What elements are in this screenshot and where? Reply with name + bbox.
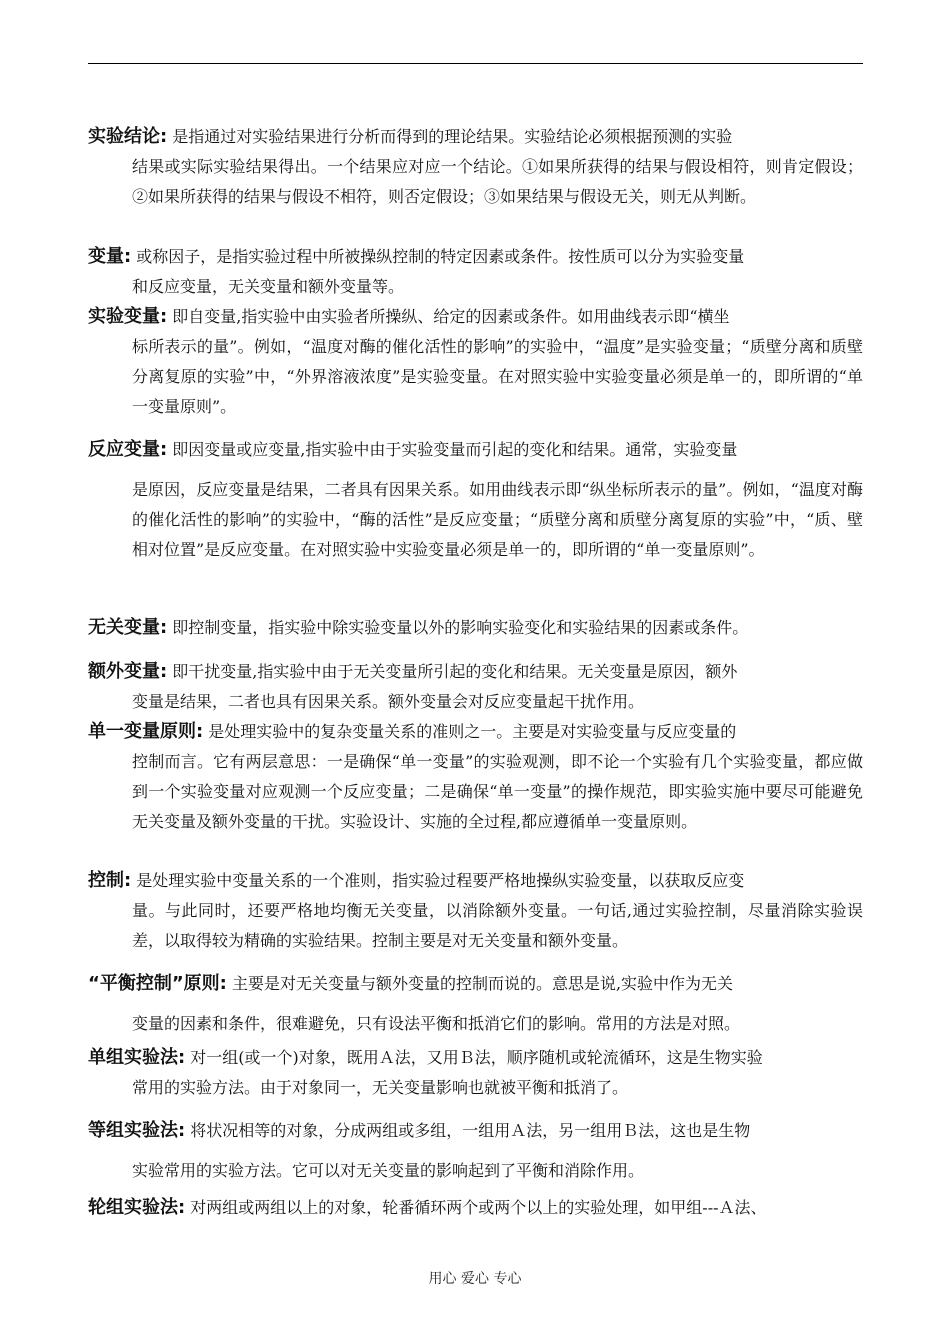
page-footer: 用心 爱心 专心 (428, 1271, 522, 1287)
entry-continuation: 和反应变量，无关变量和额外变量等。 (132, 277, 405, 296)
entry-first-line (88, 969, 863, 999)
entry-term: “平衡控制”原则: (88, 973, 227, 994)
entry-continuation: 变量的因素和条件，很难避免，只有设法平衡和抵消它们的影响。常用的方法是对照。 (132, 1014, 741, 1033)
entry-continuation: 标所表示的量”。例如，“温度对酶的催化活性的影响”的实验中，“温度”是实验变量；“质壁分离和质壁分离复原的实验”中，“外界溶液浓度”是实验变量。在对照实验中实验变量必须是单一的，即所谓的“单一变量原则”。 (132, 337, 863, 416)
entry-continuation: 控制而言。它有两层意思：一是确保“单一变量”的实验观测，即不论一个实验有几个实验变量，都应做到一个实验变量对应观测一个反应变量；二是确保“单一变量”的操作规范，即实验实施中要尽可能避免无关变量及额外变量的干扰。实验设计、实施的全过程,都应遵循单一变量原则。 (132, 752, 863, 831)
entry-continuation: 结果或实际实验结果得出。一个结果应对应一个结论。①如果所获得的结果与假设相符，则肯定假设；②如果所获得的结果与假设不相符，则否定假设；③如果结果与假设无关，则无从判断。 (132, 157, 863, 206)
entry-continuation: 实验常用的实验方法。它可以对无关变量的影响起到了平衡和消除作用。 (132, 1161, 645, 1180)
entry-first-line (88, 613, 863, 643)
entry-experiment-conclusion (88, 122, 863, 212)
entry-rotation-group-method (88, 1193, 863, 1223)
entry-term: 额外变量: (88, 661, 168, 682)
entry-first-text: 主要是对无关变量与额外变量的控制而说的。意思是说,实验中作为无关 (226, 974, 734, 993)
entry-term: 变量: (88, 246, 132, 267)
entry-first-line (88, 1193, 863, 1223)
entry-independent-variable (88, 302, 863, 422)
entry-first-text: 对一组(或一个)对象，既用Ａ法，又用Ｂ法，顺序随机或轮流循环，这是生物实验 (185, 1048, 763, 1067)
entry-continuation: 量。与此同时，还要严格地均衡无关变量，以消除额外变量。一句话,通过实验控制，尽量消除实验误差，以取得较为精确的实验结果。控制主要是对无关变量和额外变量。 (132, 901, 863, 950)
entry-first-text: 是指通过对实验结果进行分析而得到的理论结果。实验结论必须根据预测的实验 (167, 127, 733, 146)
entry-term: 实验结论: (88, 126, 168, 147)
entry-equal-group-method (88, 1116, 863, 1186)
entry-first-text: 将状况相等的对象，分成两组或多组，一组用Ａ法，另一组用Ｂ法，这也是生物 (185, 1121, 751, 1140)
entry-first-text: 即因变量或应变量,指实验中由于实验变量而引起的变化和结果。通常，实验变量 (167, 440, 738, 459)
entry-irrelevant-variable (88, 613, 863, 643)
entry-first-line (88, 1043, 863, 1073)
entry-first-text: 是处理实验中的复杂变量关系的准则之一。主要是对实验变量与反应变量的 (203, 722, 737, 741)
entry-term: 控制: (88, 870, 132, 891)
entry-control (88, 866, 863, 956)
header-rule (88, 63, 863, 64)
entry-term: 单一变量原则: (88, 721, 204, 742)
entry-first-line (88, 242, 863, 272)
entry-first-line (88, 302, 863, 332)
entry-first-text: 是处理实验中变量关系的一个准则，指实验过程要严格地操纵实验变量，以获取反应变 (131, 871, 745, 890)
entry-first-line (88, 435, 863, 465)
entry-response-variable (88, 435, 863, 565)
entry-term: 反应变量: (88, 439, 168, 460)
entry-first-text: 即自变量,指实验中由实验者所操纵、给定的因素或条件。如用曲线表示即“横坐 (167, 307, 730, 326)
entry-first-line (88, 866, 863, 896)
entry-first-line (88, 657, 863, 687)
entry-continuation: 是原因，反应变量是结果，二者具有因果关系。如用曲线表示即“纵坐标所表示的量”。例如，“温度对酶的催化活性的影响”的实验中，“酶的活性”是反应变量；“质壁分离和质壁分离复原的实验”中，“质、壁相对位置”是反应变量。在对照实验中实验变量必须是单一的，即所谓的“单一变量原则”。 (132, 480, 863, 559)
entry-term: 轮组实验法: (88, 1197, 186, 1218)
entry-continuation: 变量是结果，二者也具有因果关系。额外变量会对反应变量起干扰作用。 (132, 692, 645, 711)
entry-first-line (88, 1116, 863, 1146)
entry-first-text: 或称因子，是指实验过程中所被操纵控制的特定因素或条件。按性质可以分为实验变量 (131, 247, 745, 266)
entry-extraneous-variable (88, 657, 863, 717)
entry-variable (88, 242, 863, 302)
entry-term: 无关变量: (88, 617, 168, 638)
entry-first-line (88, 717, 863, 747)
entry-single-group-method (88, 1043, 863, 1103)
entry-term: 实验变量: (88, 306, 168, 327)
entry-term: 等组实验法: (88, 1120, 186, 1141)
entry-term: 单组实验法: (88, 1047, 186, 1068)
entry-first-text: 即控制变量，指实验中除实验变量以外的影响实验变化和实验结果的因素或条件。 (167, 618, 749, 637)
entry-first-line (88, 122, 863, 152)
entry-first-text: 即干扰变量,指实验中由于无关变量所引起的变化和结果。无关变量是原因，额外 (167, 662, 738, 681)
entry-first-text: 对两组或两组以上的对象，轮番循环两个或两个以上的实验处理，如甲组---Ａ法、 (185, 1198, 767, 1217)
entry-continuation: 常用的实验方法。由于对象同一，无关变量影响也就被平衡和抵消了。 (132, 1078, 629, 1097)
entry-single-variable-principle (88, 717, 863, 837)
entry-balance-control-principle (88, 969, 863, 1039)
